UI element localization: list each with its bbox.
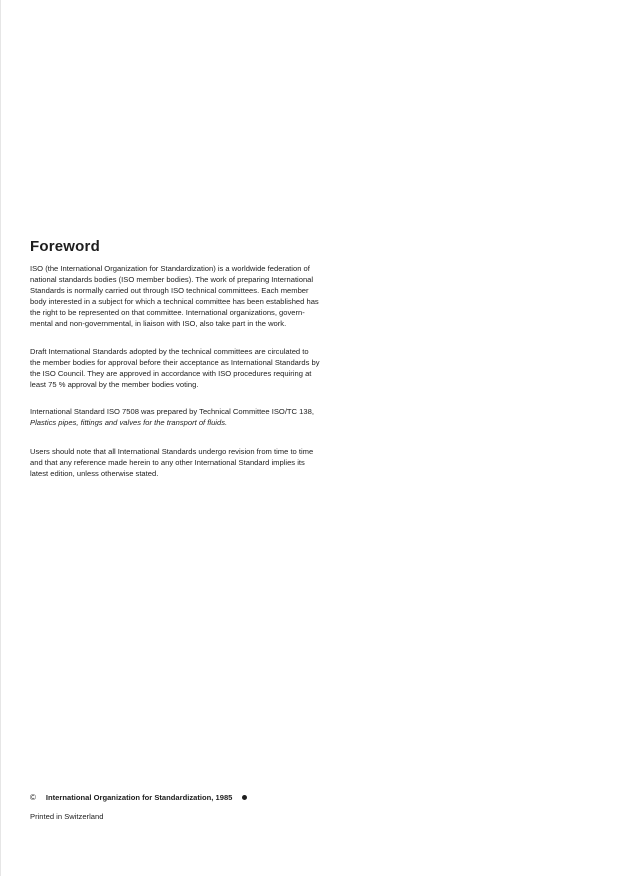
text-line: the ISO Council. They are approved in accordance with ISO procedures requiring at	[30, 368, 312, 378]
text-line: Users should note that all International Standards undergo revision from time to time	[30, 447, 314, 456]
text-line: the right to be represented on that committee. International organizations, govern-	[30, 307, 305, 317]
text-line: national standards bodies (ISO member bodies). The work of preparing International	[30, 274, 314, 284]
text-line: least 75 % approval by the member bodies voting.	[30, 379, 199, 389]
text-line: International Standard ISO 7508 was prepared by Technical Committee ISO/TC 138,	[30, 407, 314, 416]
paragraph-iso-intro	[30, 264, 378, 329]
text-line: body interested in a subject for which a technical committee has been established has	[30, 296, 319, 306]
printed-location: Printed in Switzerland	[30, 812, 104, 821]
page-edge	[0, 0, 1, 876]
copyright-symbol: ©	[30, 793, 36, 802]
page-title: Foreword	[30, 238, 100, 255]
text-line: and that any reference made herein to any other International Standard implies its	[30, 457, 305, 467]
paragraph-standard-prepared	[30, 407, 378, 429]
copyright-notice	[30, 793, 247, 802]
paragraph-draft-standards	[30, 347, 378, 391]
text-line-title-italic: Plastics pipes, fittings and valves for the transport of fluids.	[30, 417, 228, 427]
text-line: Draft International Standards adopted by the technical committees are circulated to	[30, 347, 309, 356]
text-line: the member bodies for approval before their acceptance as International Standards by	[30, 357, 320, 367]
bullet-dot-icon	[242, 795, 247, 800]
text-line: Standards is normally carried out through ISO technical committees. Each member	[30, 285, 309, 295]
paragraph-revision-note	[30, 447, 378, 480]
copyright-text: International Organization for Standardization, 1985	[45, 793, 233, 802]
text-line: mental and non-governmental, in liaison with ISO, also take part in the work.	[30, 318, 287, 328]
text-line: ISO (the International Organization for Standardization) is a worldwide federation of	[30, 264, 310, 273]
text-line: latest edition, unless otherwise stated.	[30, 468, 159, 478]
